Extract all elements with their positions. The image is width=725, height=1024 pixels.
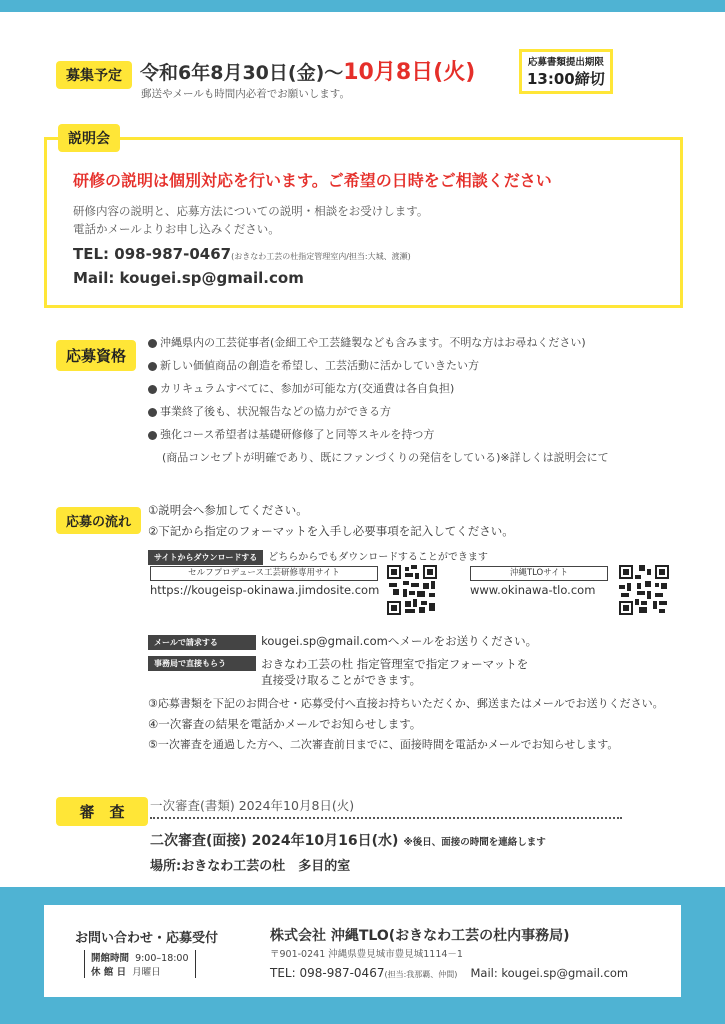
bullet-dot-icon [148, 362, 157, 371]
eligibility-note: (商品コンセプトが明確であり、既にファンづくりの発信をしている)※詳しくは説明会にて [162, 451, 609, 464]
deadline-box [519, 49, 613, 94]
hours-value: 9:00–18:00 [135, 953, 189, 964]
review-first: 一次審査(書類) 2024年10月8日(火) [150, 798, 355, 813]
footer-tel-note: (担当:我那覇、仲間) [384, 970, 458, 979]
briefing-text-line1: 研修内容の説明と、応募方法についての説明・相談をお受けします。 [73, 204, 429, 218]
recruit-badge: 募集予定 [56, 61, 132, 89]
briefing-tel [73, 245, 411, 263]
hours-label: 開館時間 [91, 953, 130, 964]
qr-code-icon [387, 565, 437, 615]
deadline-label: 応募書類提出期限 [527, 57, 604, 68]
office-text-line2: 直接受け取ることができます。 [261, 673, 422, 687]
period-start: 令和6年8月30日(金)〜 [140, 62, 344, 84]
eligibility-list [148, 331, 609, 469]
qr-code-icon [619, 565, 669, 615]
footer-inquiry: お問い合わせ・応募受付 [75, 931, 219, 946]
briefing-headline: 研修の説明は個別対応を行います。ご希望の日時をご相談ください [73, 171, 552, 190]
bullet-dot-icon [148, 385, 157, 394]
recruit-period [140, 55, 475, 86]
briefing-tel-note: (おきなわ工芸の杜指定管理室内/担当:大城、渡瀬) [231, 252, 411, 261]
footer-mail: Mail: kougei.sp@gmail.com [470, 966, 629, 980]
recruit-note: 郵送やメールも時間内必着でお願いします。 [141, 88, 350, 100]
briefing-badge: 説明会 [58, 124, 120, 152]
list-item: 沖縄県内の工芸従事者(金細工や工芸縫製なども含みます。不明な方はお尋ねください) [148, 331, 609, 354]
mail-tag: メールで請求する [148, 635, 256, 650]
review-second [150, 830, 546, 850]
review-badge: 審 査 [56, 797, 148, 826]
list-item: 強化コース希望者は基礎研修修了と同等スキルを持つ方 [148, 423, 609, 446]
list-item: 新しい価値商品の創造を希望し、工芸活動に活かしていきたい方 [148, 354, 609, 377]
eligibility-badge: 応募資格 [56, 340, 136, 371]
flow-step5: ⑤一次審査を通過した方へ、二次審査前日までに、面接時間を電話かメールでお知らせします。 [148, 738, 619, 751]
review-divider [150, 817, 622, 819]
briefing-tel-number: TEL: 098-987-0467 [73, 245, 232, 263]
footer-company: 株式会社 沖縄TLO(おきなわ工芸の杜内事務局) [270, 928, 570, 944]
flow-badge: 応募の流れ [56, 507, 141, 534]
site2-label: 沖縄TLOサイト [470, 566, 608, 581]
footer-hours [84, 950, 196, 978]
flow-step2: ②下記から指定のフォーマットを入手し必要事項を記入してください。 [148, 524, 514, 538]
bullet-dot-icon [148, 431, 157, 440]
office-text [261, 656, 528, 688]
closed-value: 月曜日 [132, 967, 161, 978]
review-place: 場所:おきなわ工芸の杜 多目的室 [150, 859, 351, 874]
download-row [148, 545, 488, 565]
mail-text: kougei.sp@gmail.comへメールをお送りください。 [261, 634, 538, 648]
site1-label: セルフプロデュース工芸研修専用サイト [150, 566, 378, 581]
review-second-note: ※後日、面接の時間を連絡します [403, 837, 546, 848]
bullet-dot-icon [148, 408, 157, 417]
flow-step1: ①説明会へ参加してください。 [148, 503, 308, 517]
briefing-mail: Mail: kougei.sp@gmail.com [73, 269, 304, 287]
download-text: どちらからでもダウンロードすることができます [268, 552, 488, 563]
briefing-text-line2: 電話かメールよりお申し込みください。 [73, 222, 280, 236]
office-row [148, 656, 528, 688]
site2-url[interactable]: www.okinawa-tlo.com [470, 583, 596, 597]
mail-row [148, 630, 537, 650]
bullet-dot-icon [148, 339, 157, 348]
deadline-time: 13:00締切 [527, 70, 605, 88]
period-end: 10月8日(火) [343, 60, 476, 85]
download-tag: サイトからダウンロードする [148, 550, 263, 565]
office-tag: 事務局で直接もらう [148, 656, 256, 671]
review-second-date: 二次審査(面接) 2024年10月16日(水) [150, 833, 399, 849]
footer-tel: TEL: 098-987-0467 [270, 966, 385, 980]
flow-step3: ③応募書類を下記のお問合せ・応募受付へ直接お持ちいただくか、郵送またはメールでお送りください。 [148, 697, 664, 710]
flow-step4: ④一次審査の結果を電話かメールでお知らせします。 [148, 717, 422, 731]
site1-url[interactable]: https://kougeisp-okinawa.jimdosite.com [150, 583, 380, 597]
office-text-line1: おきなわ工芸の杜 指定管理室で指定フォーマットを [261, 657, 529, 671]
list-item: カリキュラムすべてに、参加が可能な方(交通費は各自負担) [148, 377, 609, 400]
list-item: 事業終了後も、状況報告などの協力ができる方 [148, 400, 609, 423]
top-color-bar [0, 0, 725, 12]
footer-address: 〒901-0241 沖縄県豊見城市豊見城1114－1 [270, 949, 463, 960]
closed-label: 休 館 日 [91, 967, 127, 978]
briefing-text [73, 202, 428, 238]
footer-contact [270, 962, 628, 981]
